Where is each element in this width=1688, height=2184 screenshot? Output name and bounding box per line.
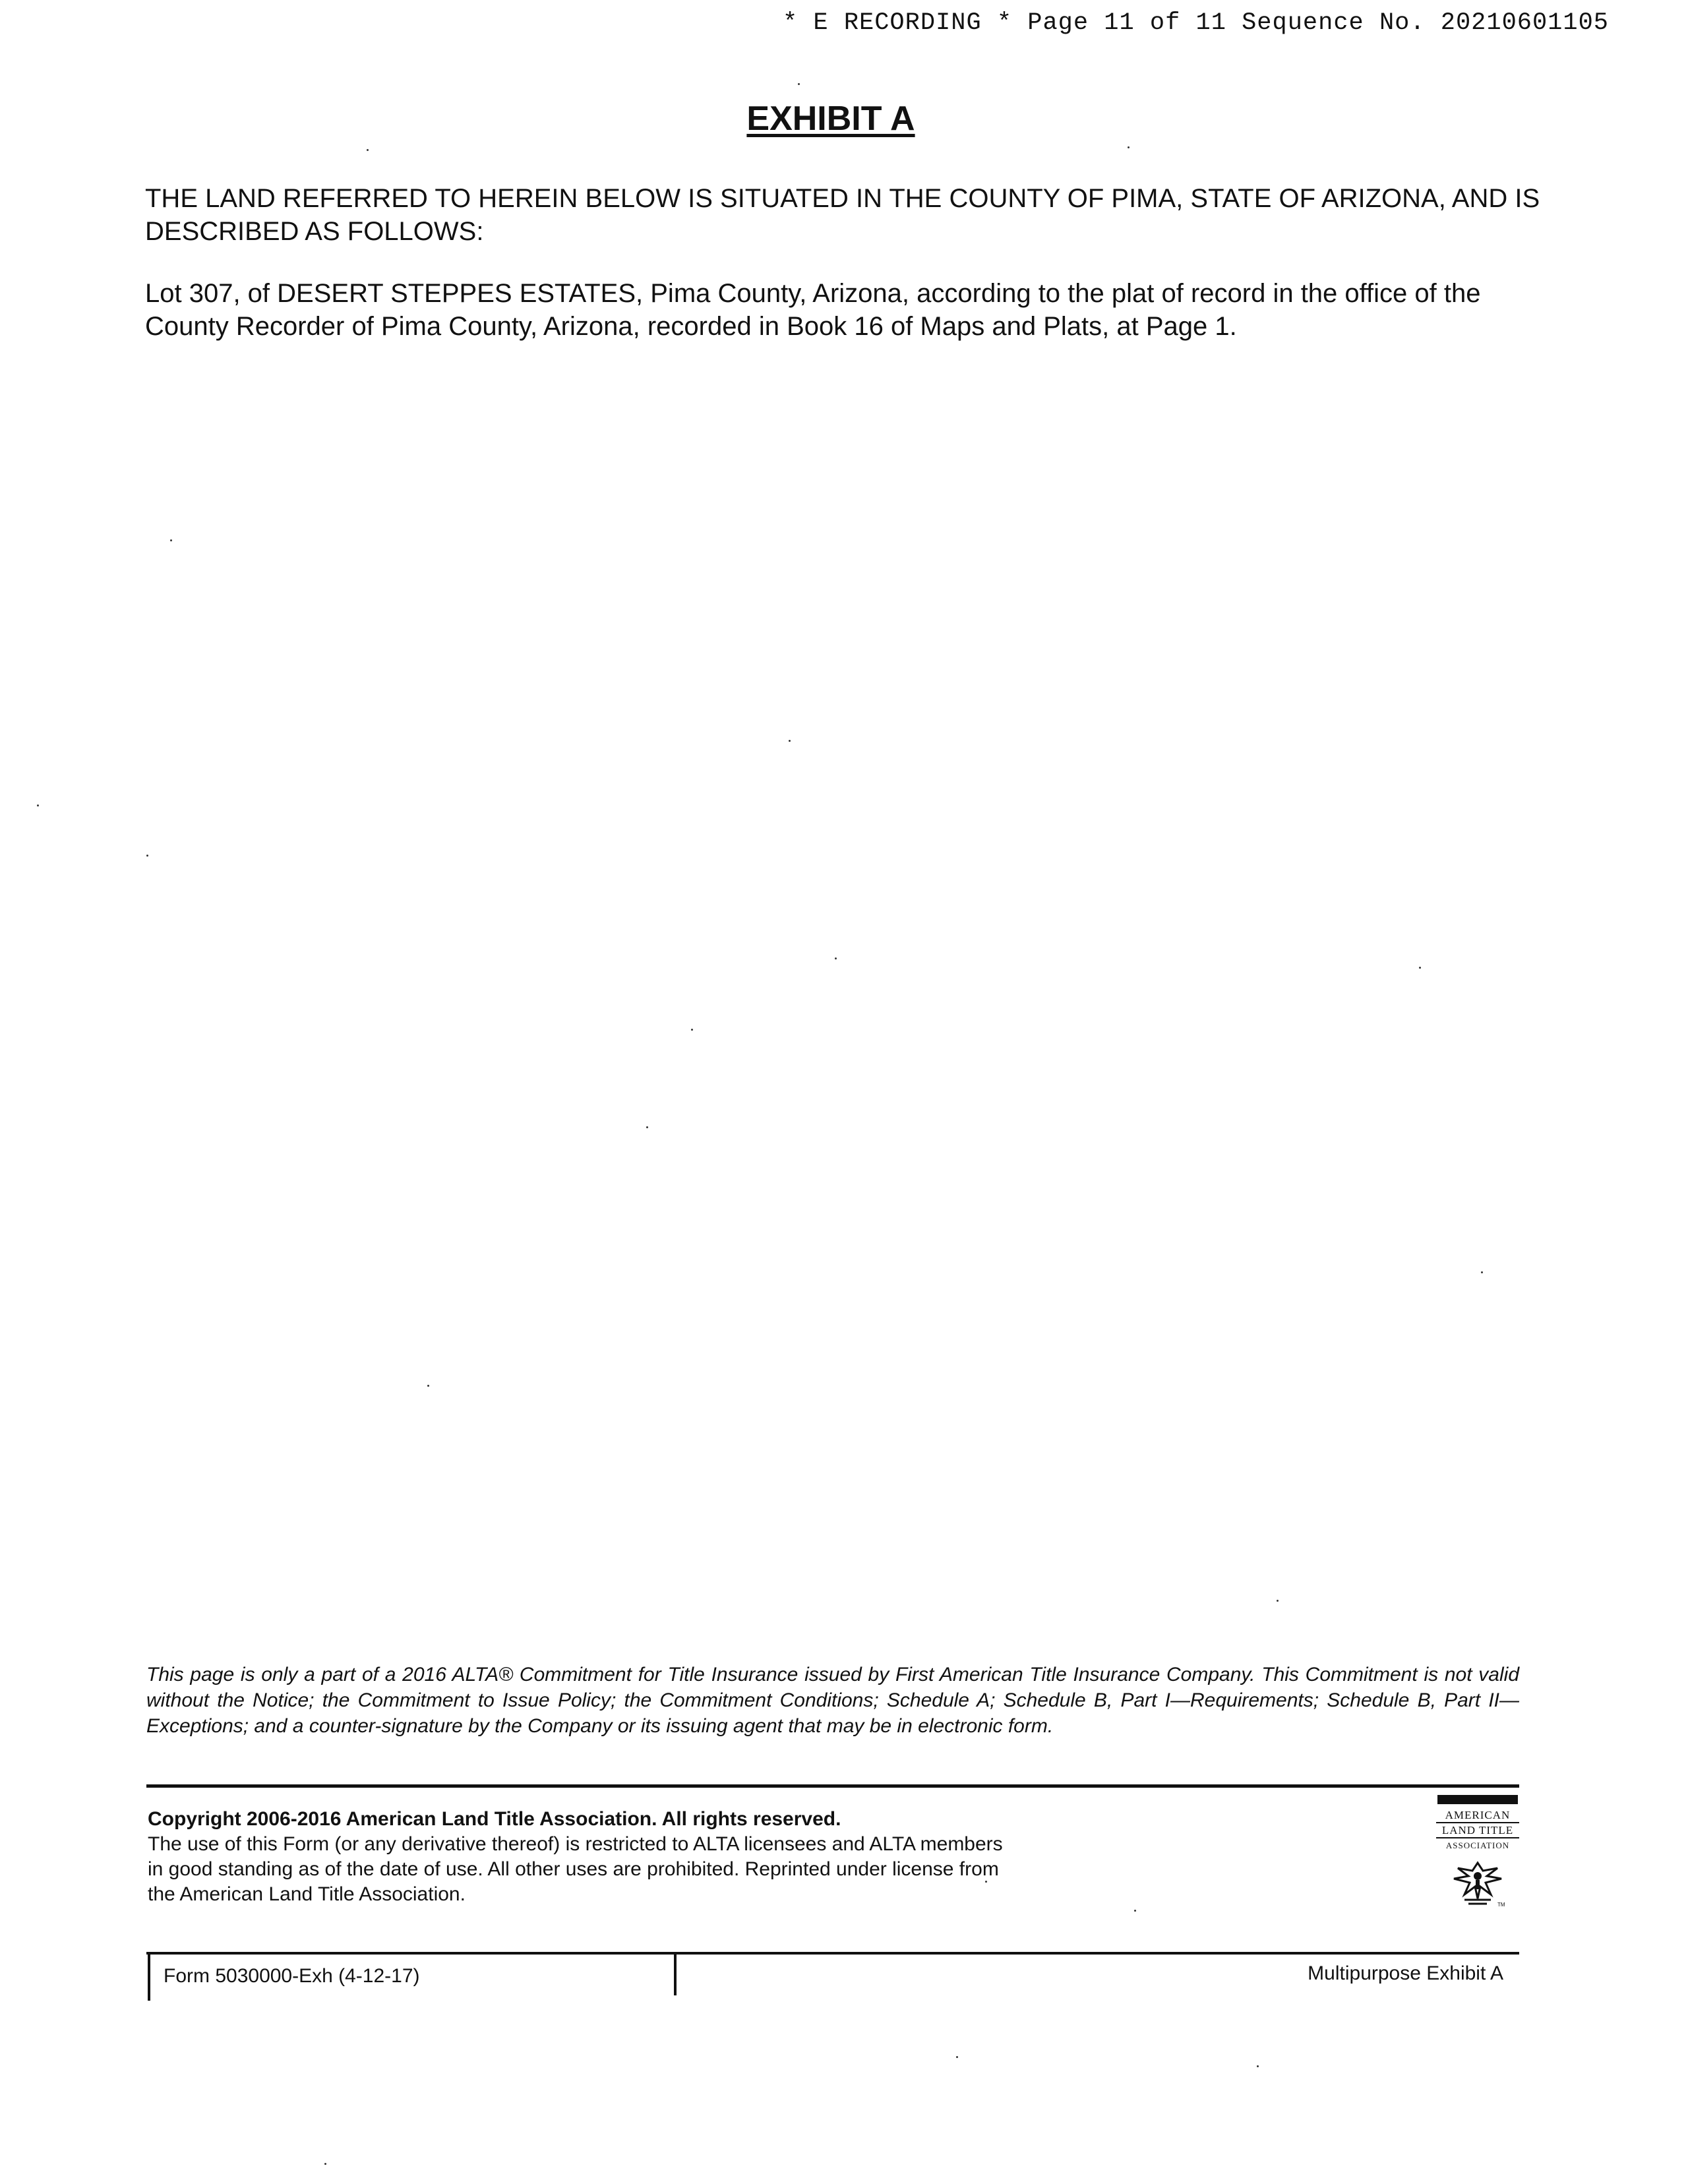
scan-speck bbox=[789, 740, 791, 742]
scan-speck bbox=[170, 539, 172, 541]
divider-bottom bbox=[146, 1952, 1519, 1955]
form-number: Form 5030000-Exh (4-12-17) bbox=[164, 1965, 420, 1987]
scan-speck bbox=[835, 957, 837, 959]
intro-paragraph: THE LAND REFERRED TO HEREIN BELOW IS SITUATED IN THE COUNTY OF PIMA, STATE OF ARIZONA, AND IS DESCRIBED AS FOLLOWS: bbox=[145, 184, 1540, 246]
legal-description: Lot 307, of DESERT STEPPES ESTATES, Pima County, Arizona, according to the plat of record in the office of the County Recorder of Pima County, Arizona, recorded in Book 16 of Maps and Plats, at Page 1. bbox=[145, 279, 1481, 341]
scan-speck bbox=[1128, 146, 1130, 148]
scan-speck bbox=[1419, 967, 1421, 969]
scan-speck bbox=[1134, 1910, 1136, 1912]
page-title: EXHIBIT A bbox=[746, 100, 915, 138]
footer-mid-border bbox=[674, 1955, 677, 1995]
scan-speck bbox=[1257, 2065, 1259, 2067]
divider-top bbox=[146, 1784, 1519, 1788]
scan-speck bbox=[146, 855, 148, 857]
scan-speck bbox=[37, 804, 39, 806]
copyright-body: The use of this Form (or any derivative thereof) is restricted to ALTA licensees and ALTA members in good standing as of the date of use. All other uses are prohibited. Reprinted under license from the American Land Title Association. bbox=[148, 1833, 1003, 1905]
scan-speck bbox=[646, 1126, 648, 1128]
eagle-icon bbox=[1445, 1856, 1511, 1909]
logo-line-association: ASSOCIATION bbox=[1445, 1840, 1510, 1850]
copyright-heading: Copyright 2006-2016 American Land Title Association. All rights reserved. bbox=[148, 1808, 841, 1830]
scan-speck bbox=[798, 83, 800, 85]
scan-speck bbox=[1277, 1600, 1279, 1602]
scan-speck bbox=[367, 149, 369, 151]
scan-speck bbox=[324, 2163, 326, 2165]
commitment-notice: This page is only a part of a 2016 ALTA® Commitment for Title Insurance issued by First American Title Insurance Company. This Commitment is not valid without the Notice; the Commitment to Issue Policy; the Commitment Conditions; Schedule A; Schedule B, Part I—Requirements; Schedule B, Part II—Exceptions; and a counter-signature by the Company or its issuing agent that may be in electronic form. bbox=[146, 1664, 1519, 1737]
logo-line-land-title: LAND TITLE bbox=[1436, 1822, 1519, 1838]
svg-text:TM: TM bbox=[1497, 1902, 1505, 1908]
scan-speck bbox=[1481, 1271, 1483, 1273]
logo-bar bbox=[1437, 1795, 1518, 1804]
scan-speck bbox=[956, 2056, 958, 2058]
recording-stamp: * E RECORDING * Page 11 of 11 Sequence No. 20210601105 bbox=[783, 9, 1609, 37]
footer-left-border bbox=[148, 1955, 150, 2001]
scan-speck bbox=[691, 1029, 693, 1031]
logo-line-american: AMERICAN bbox=[1445, 1809, 1511, 1821]
scan-speck bbox=[427, 1385, 429, 1387]
copyright-block bbox=[148, 1807, 1005, 1907]
form-name: Multipurpose Exhibit A bbox=[1308, 1962, 1503, 1984]
alta-logo bbox=[1436, 1795, 1519, 1924]
scan-speck bbox=[985, 1881, 987, 1883]
